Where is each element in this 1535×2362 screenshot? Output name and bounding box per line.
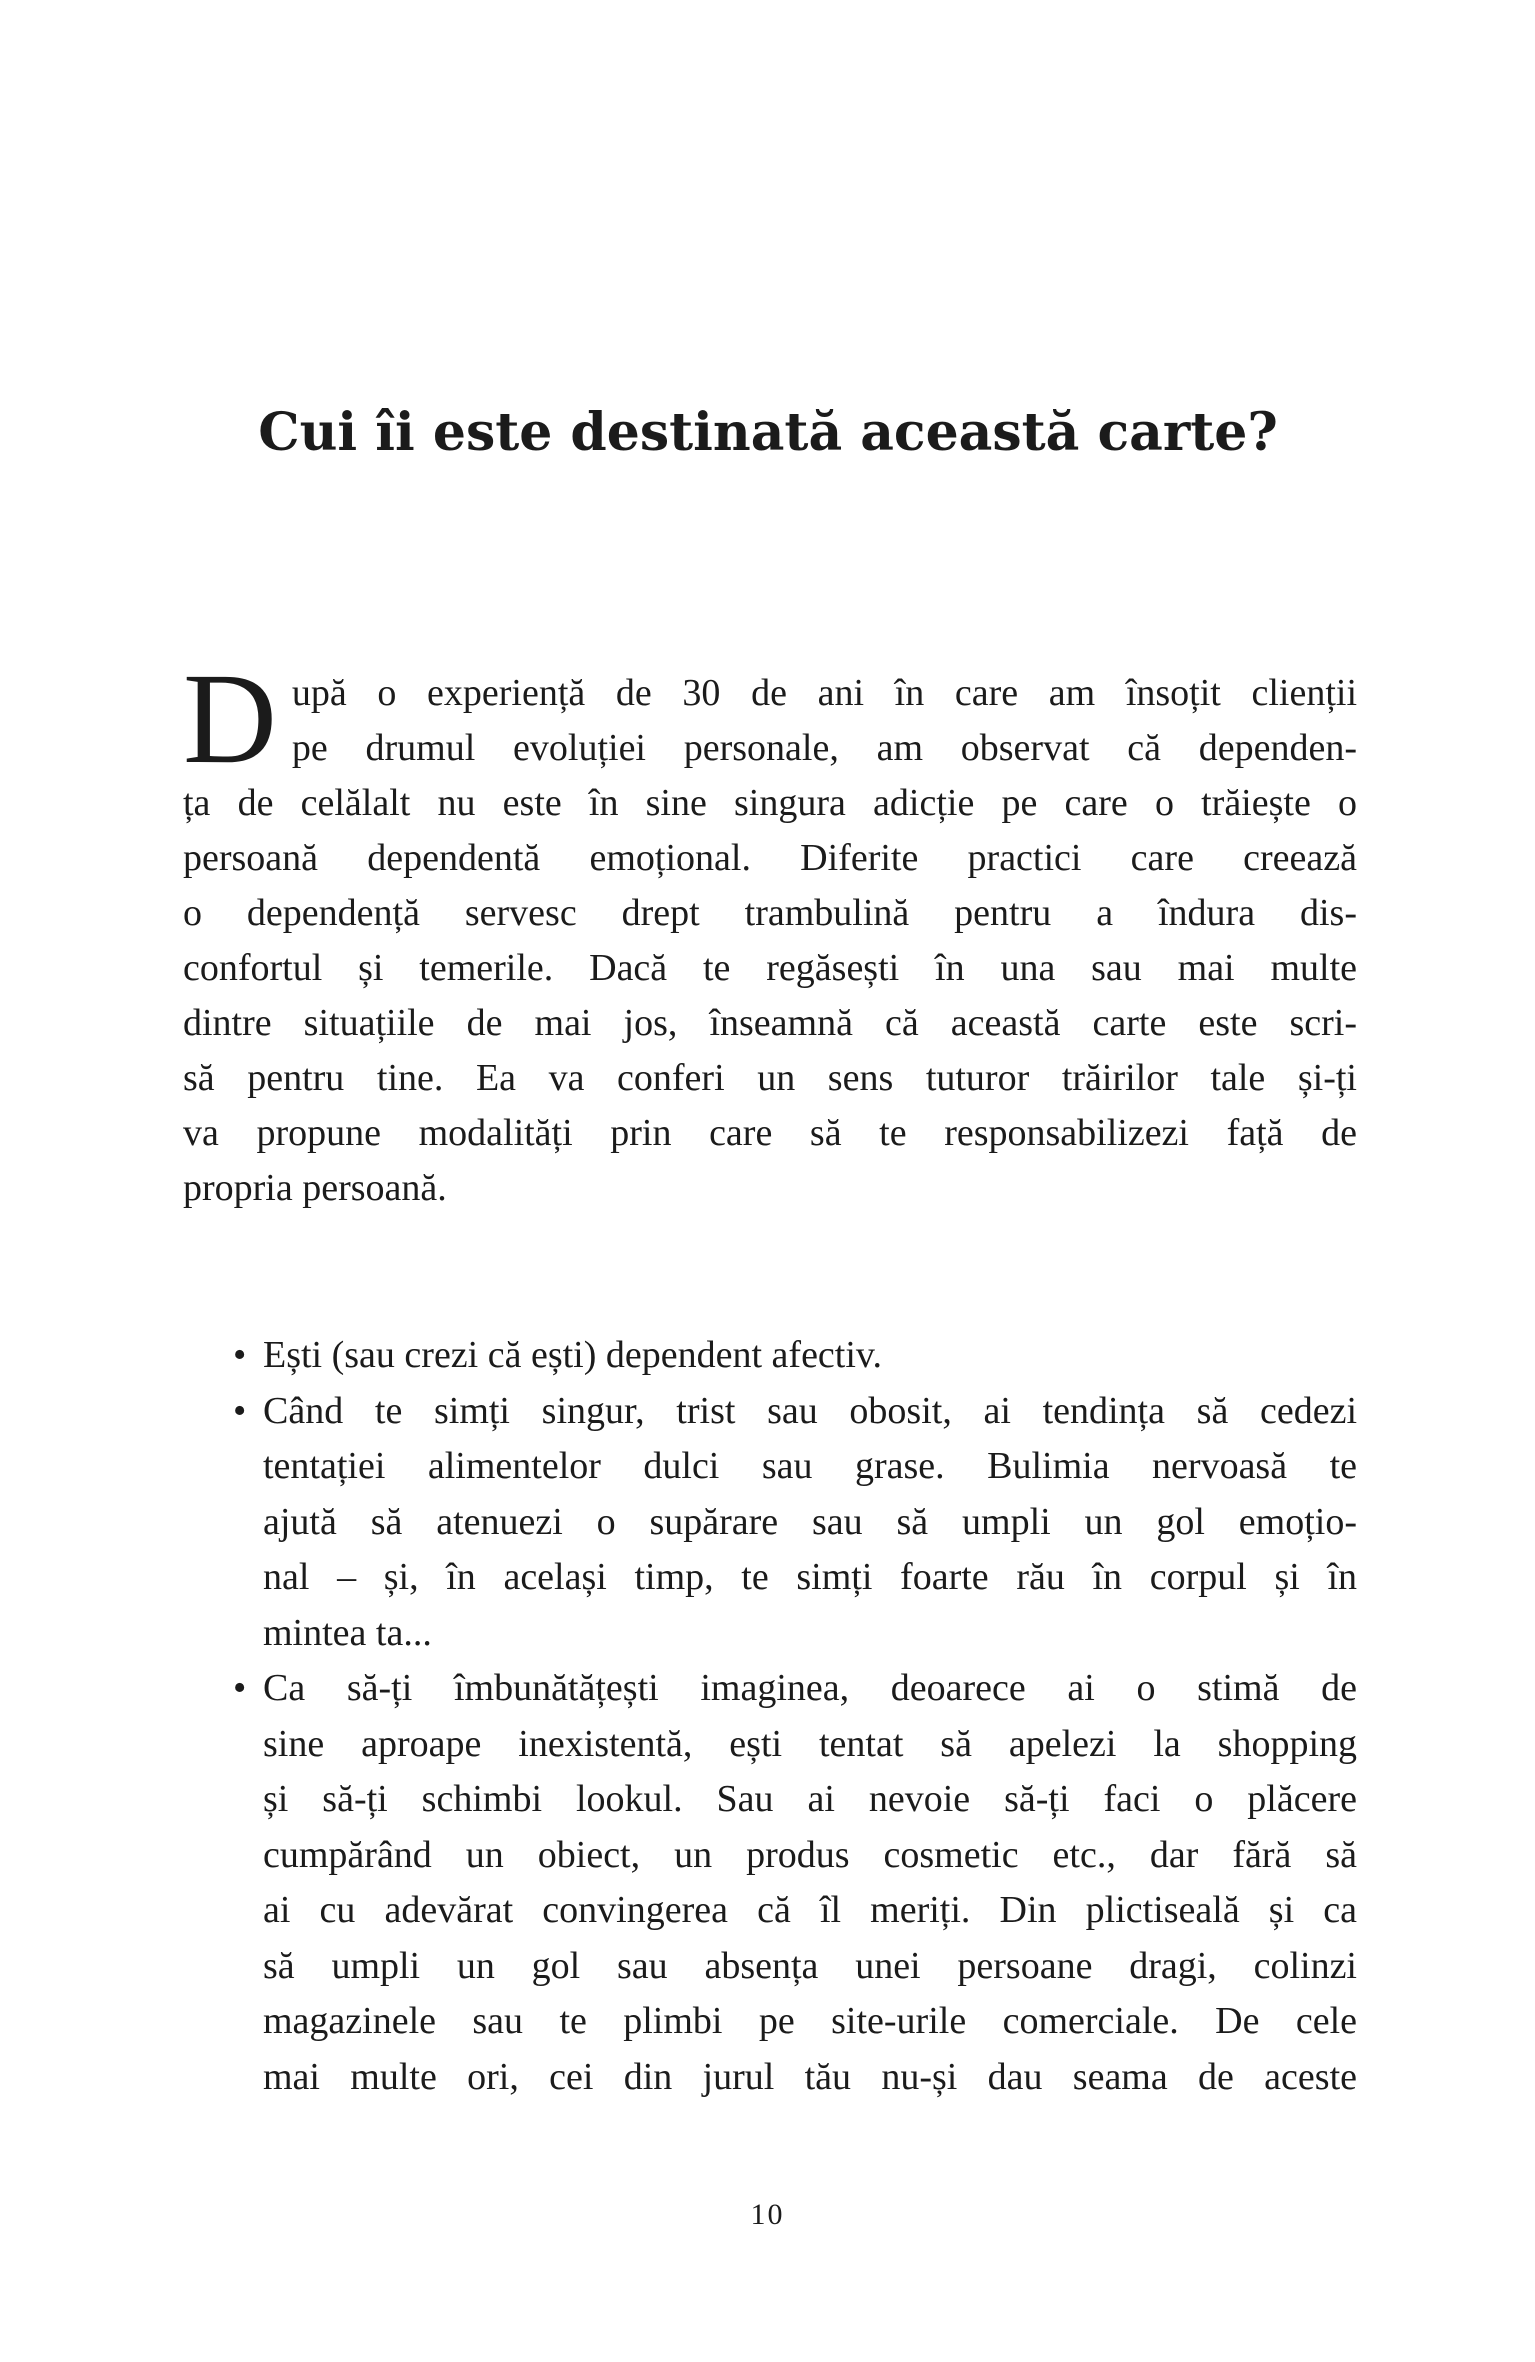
bullet-line: nal – și, în același timp, te simți foarte rău în corpul și în: [263, 1556, 1357, 1598]
paragraph-line: va propune modalități prin care să te responsabilizezi față de: [183, 1112, 1357, 1154]
bullet-line: tentației alimentelor dulci sau grase. Bulimia nervoasă te: [263, 1445, 1357, 1487]
paragraph-line: persoană dependentă emoțional. Diferite practici care creează: [183, 837, 1357, 879]
bullet-line: sine aproape inexistentă, ești tentat să apelezi la shopping: [263, 1722, 1357, 1765]
paragraph-line: propria persoană.: [183, 1167, 447, 1209]
bullet-line: Când te simți singur, trist sau obosit, ai tendința să cedezi: [263, 1389, 1357, 1432]
bullet-marker-icon: •: [233, 1667, 247, 1709]
bullet-line: ai cu adevărat convingerea că îl meriți. Din plictiseală și ca: [263, 1889, 1357, 1931]
bullet-line: magazinele sau te plimbi pe site-urile comerciale. De cele: [263, 2000, 1357, 2042]
bullet-item: [183, 1384, 1357, 1662]
paragraph-line: upă o experiență de 30 de ani în care am însoțit clienții: [291, 672, 1357, 714]
bullet-line: să umpli un gol sau absența unei persoane dragi, colinzi: [263, 1944, 1357, 1987]
paragraph-line: pe drumul evoluției personale, am observat că dependen-: [291, 727, 1357, 769]
bullet-line: și să-ți schimbi lookul. Sau ai nevoie să-ți faci o plăcere: [263, 1778, 1357, 1820]
bullet-item: [183, 1661, 1357, 2105]
opening-paragraph: [183, 647, 1357, 1216]
bullet-line: Ești (sau crezi că ești) dependent afectiv.: [263, 1334, 882, 1376]
page-number: 10: [750, 2198, 785, 2231]
bullet-line: Ca să-ți îmbunătățești imaginea, deoarece ai o stimă de: [263, 1667, 1357, 1709]
bullet-line: ajută să atenuezi o supărare sau să umpli un gol emoțio-: [263, 1500, 1357, 1543]
paragraph-line: ța de celălalt nu este în sine singura adicție pe care o trăiește o: [183, 782, 1357, 824]
bullet-marker-icon: •: [233, 1334, 247, 1376]
bullet-line: mai multe ori, cei din jurul tău nu-și dau seama de aceste: [263, 2055, 1357, 2098]
paragraph-line: o dependență servesc drept trambulină pentru a îndura dis-: [183, 892, 1357, 934]
paragraph-line: dintre situațiile de mai jos, înseamnă că această carte este scri-: [183, 1002, 1357, 1044]
bullet-list: [183, 1328, 1357, 2105]
paragraph-line: să pentru tine. Ea va conferi un sens tuturor trăirilor tale și-ți: [183, 1057, 1357, 1099]
paragraph-line: confortul și temerile. Dacă te regăsești în una sau mai multe: [183, 947, 1357, 989]
bullet-line: mintea ta...: [263, 1611, 432, 1654]
chapter-title: Cui îi este destinată această carte?: [258, 402, 1278, 463]
bullet-marker-icon: •: [233, 1389, 247, 1432]
bullet-line: cumpărând un obiect, un produs cosmetic etc., dar fără să: [263, 1833, 1357, 1876]
drop-cap: D: [183, 647, 277, 791]
bullet-item: [183, 1328, 1357, 1384]
